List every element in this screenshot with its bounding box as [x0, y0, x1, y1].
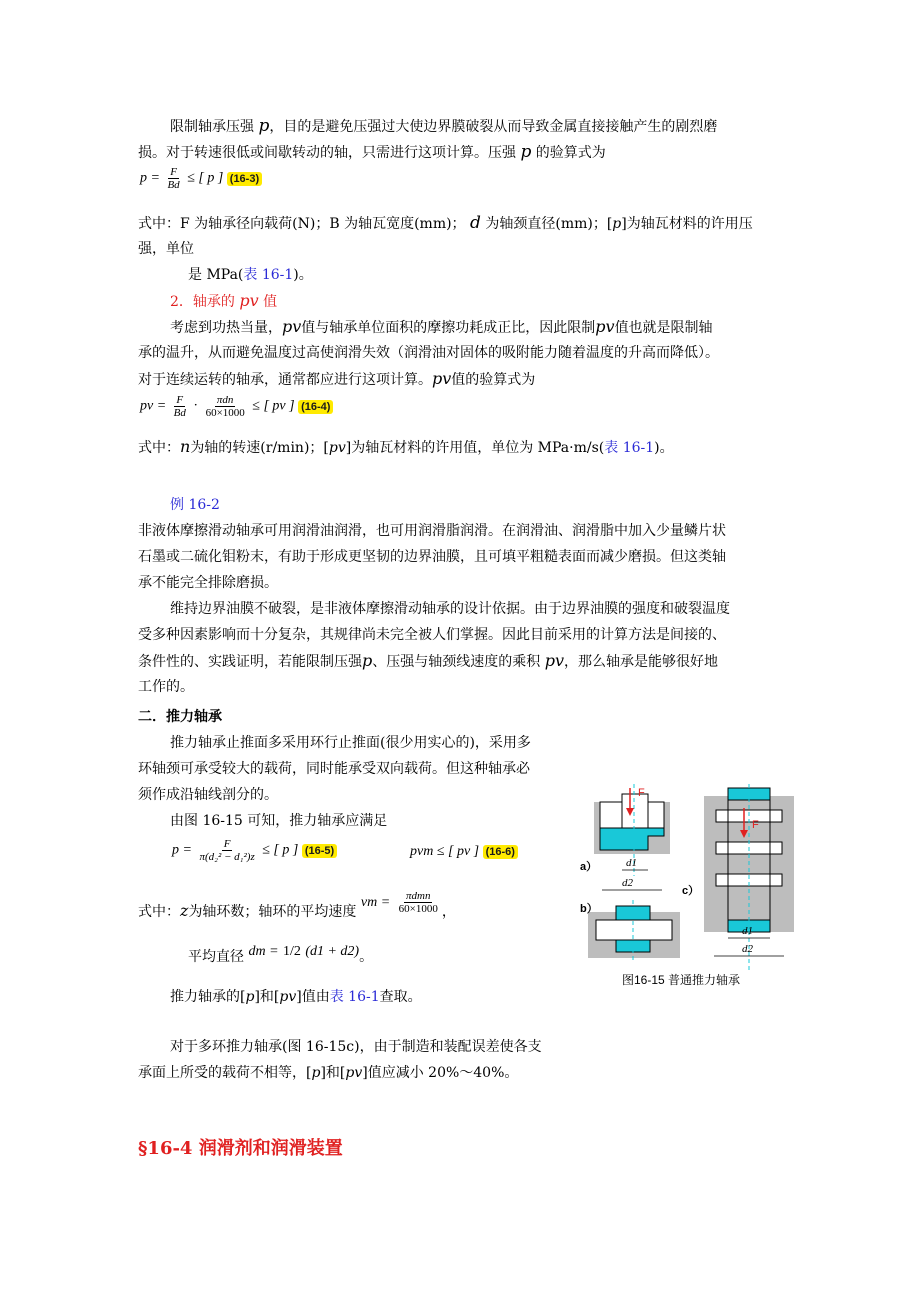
- formula-16-3: p = $\frac{F}{Bd}$ ≤ [ p ] (16-3): [140, 166, 262, 191]
- equation-tag: (16-5): [302, 844, 337, 858]
- para12-line2: 承面上所受的载荷不相等，[p]和[pv]值应减小 20%～40%。: [138, 1065, 519, 1081]
- para3-line1: 考虑到功热当量，pv值与轴承单位面积的摩擦功耗成正比，因此限制pv值也就是限制轴: [170, 317, 713, 336]
- label-b: b）: [580, 903, 598, 915]
- para2-line2: 强，单位: [138, 241, 194, 257]
- para7-line2: 环轴颈可承受较大的载荷，同时能承受双向载荷。但这种轴承必: [138, 761, 530, 777]
- figure-16-15: [578, 780, 818, 990]
- formula-16-5: p = $\frac{F}{\text{π(d₂² − d₁²)z}}$ ≤ [ p ] (16-5): [172, 838, 337, 863]
- para7-line1: 推力轴承止推面多采用环行止推面(很少用实心的)，采用多: [170, 735, 531, 751]
- para1-line2: 损。对于转速很低或间歇转动的轴，只需进行这项计算。压强 p 的验算式为: [138, 142, 606, 162]
- example-link-wrap: [170, 492, 220, 518]
- equation-tag: (16-6): [483, 845, 518, 859]
- label-a: a）: [580, 861, 598, 873]
- para7-line3: 须作成沿轴线剖分的。: [138, 787, 278, 803]
- equation-tag: (16-4): [298, 400, 333, 414]
- para2-line3: 是 MPa(表 16-1)。: [188, 267, 313, 283]
- para12-line1: 对于多环推力轴承(图 16-15c)，由于制造和装配误差使各支: [170, 1039, 542, 1055]
- para6-line1: 维持边界油膜不破裂，是非液体摩擦滑动轴承的设计依据。由于边界油膜的强度和破裂温度: [170, 601, 730, 617]
- para8: 由图 16-15 可知，推力轴承应满足: [170, 813, 388, 829]
- table-16-1-link[interactable]: 表 16-1: [329, 989, 380, 1005]
- svg-text:d2: d2: [742, 943, 753, 955]
- subheading-pv: 2．轴承的 pv 值: [170, 291, 278, 310]
- para5-line1: 非液体摩擦滑动轴承可用润滑油润滑，也可用润滑脂润滑。在润滑油、润滑脂中加入少量鳞片状: [138, 523, 726, 539]
- table-16-1-link[interactable]: 表 16-1: [243, 267, 294, 283]
- label-c: c）: [682, 885, 700, 897]
- table-16-1-link[interactable]: 表 16-1: [604, 440, 655, 456]
- para3-line3: 对于连续运转的轴承，通常都应进行这项计算。pv值的验算式为: [138, 369, 536, 388]
- heading-thrust-bearing: 二．推力轴承: [138, 709, 222, 725]
- thrust-bearing-diagram: [578, 780, 818, 990]
- para11: 推力轴承的[p]和[pv]值由表 16-1查取。: [170, 989, 422, 1005]
- para5-line3: 承不能完全排除磨损。: [138, 575, 278, 591]
- para6-line2: 受多种因素影响而十分复杂，其规律尚未完全被人们掌握。因此目前采用的计算方法是间接的、: [138, 627, 726, 643]
- para1-line1: 限制轴承压强 p，目的是避免压强过大使边界膜破裂从而导致金属直接接触产生的剧烈磨: [170, 116, 718, 136]
- formula-16-4: pv = $\frac{F}{Bd}$ · $\frac{\text{πdn}}{60\times 1000}$ ≤ [ pv ] (16-4): [140, 394, 333, 419]
- force-label-c: F: [752, 819, 759, 831]
- force-label-a: F: [638, 787, 645, 799]
- equation-tag: (16-3): [227, 172, 262, 186]
- svg-text:d1: d1: [626, 857, 637, 869]
- figure-caption: 图16-15 普通推力轴承: [622, 973, 741, 987]
- para6-line4: 工作的。: [138, 679, 194, 695]
- para5-line2: 石墨或二硫化钼粉末，有助于形成更坚韧的边界油膜，且可填平粗糙表面而减少磨损。但这类轴: [138, 549, 726, 565]
- svg-text:d1: d1: [742, 925, 753, 937]
- para3-line2: 承的温升，从而避免温度过高使润滑失效（润滑油对固体的吸附能力随着温度的升高而降低）。: [138, 345, 719, 361]
- svg-text:d2: d2: [622, 877, 633, 889]
- section-heading-16-4: §16-4 润滑剂和润滑装置: [138, 1138, 343, 1159]
- para6-line3: 条件性的、实践证明，若能限制压强p、压强与轴颈线速度的乘积 pv，那么轴承是能够很好地: [138, 651, 718, 670]
- para10: 平均直径 dm = 1/2 (d1 + d2)。: [188, 944, 374, 965]
- example-16-2-link[interactable]: 例 16-2: [170, 497, 220, 513]
- para4: 式中：n为轴的转速(r/min)；[pv]为轴瓦材料的许用值，单位为 MPa·m/s(表 16-1)。: [138, 437, 674, 456]
- para9: 式中：z为轴环数；轴环的平均速度 vm = $\frac{\text{πdmn}}{60\times 1000}$ ，: [138, 889, 456, 920]
- para2-line1: 式中：F 为轴承径向载荷(N)；B 为轴瓦宽度(mm)； d 为轴颈直径(mm)；[p]为轴瓦材料的许用压: [138, 213, 753, 233]
- formula-16-6: pvm ≤ [ pv ] (16-6): [410, 844, 518, 860]
